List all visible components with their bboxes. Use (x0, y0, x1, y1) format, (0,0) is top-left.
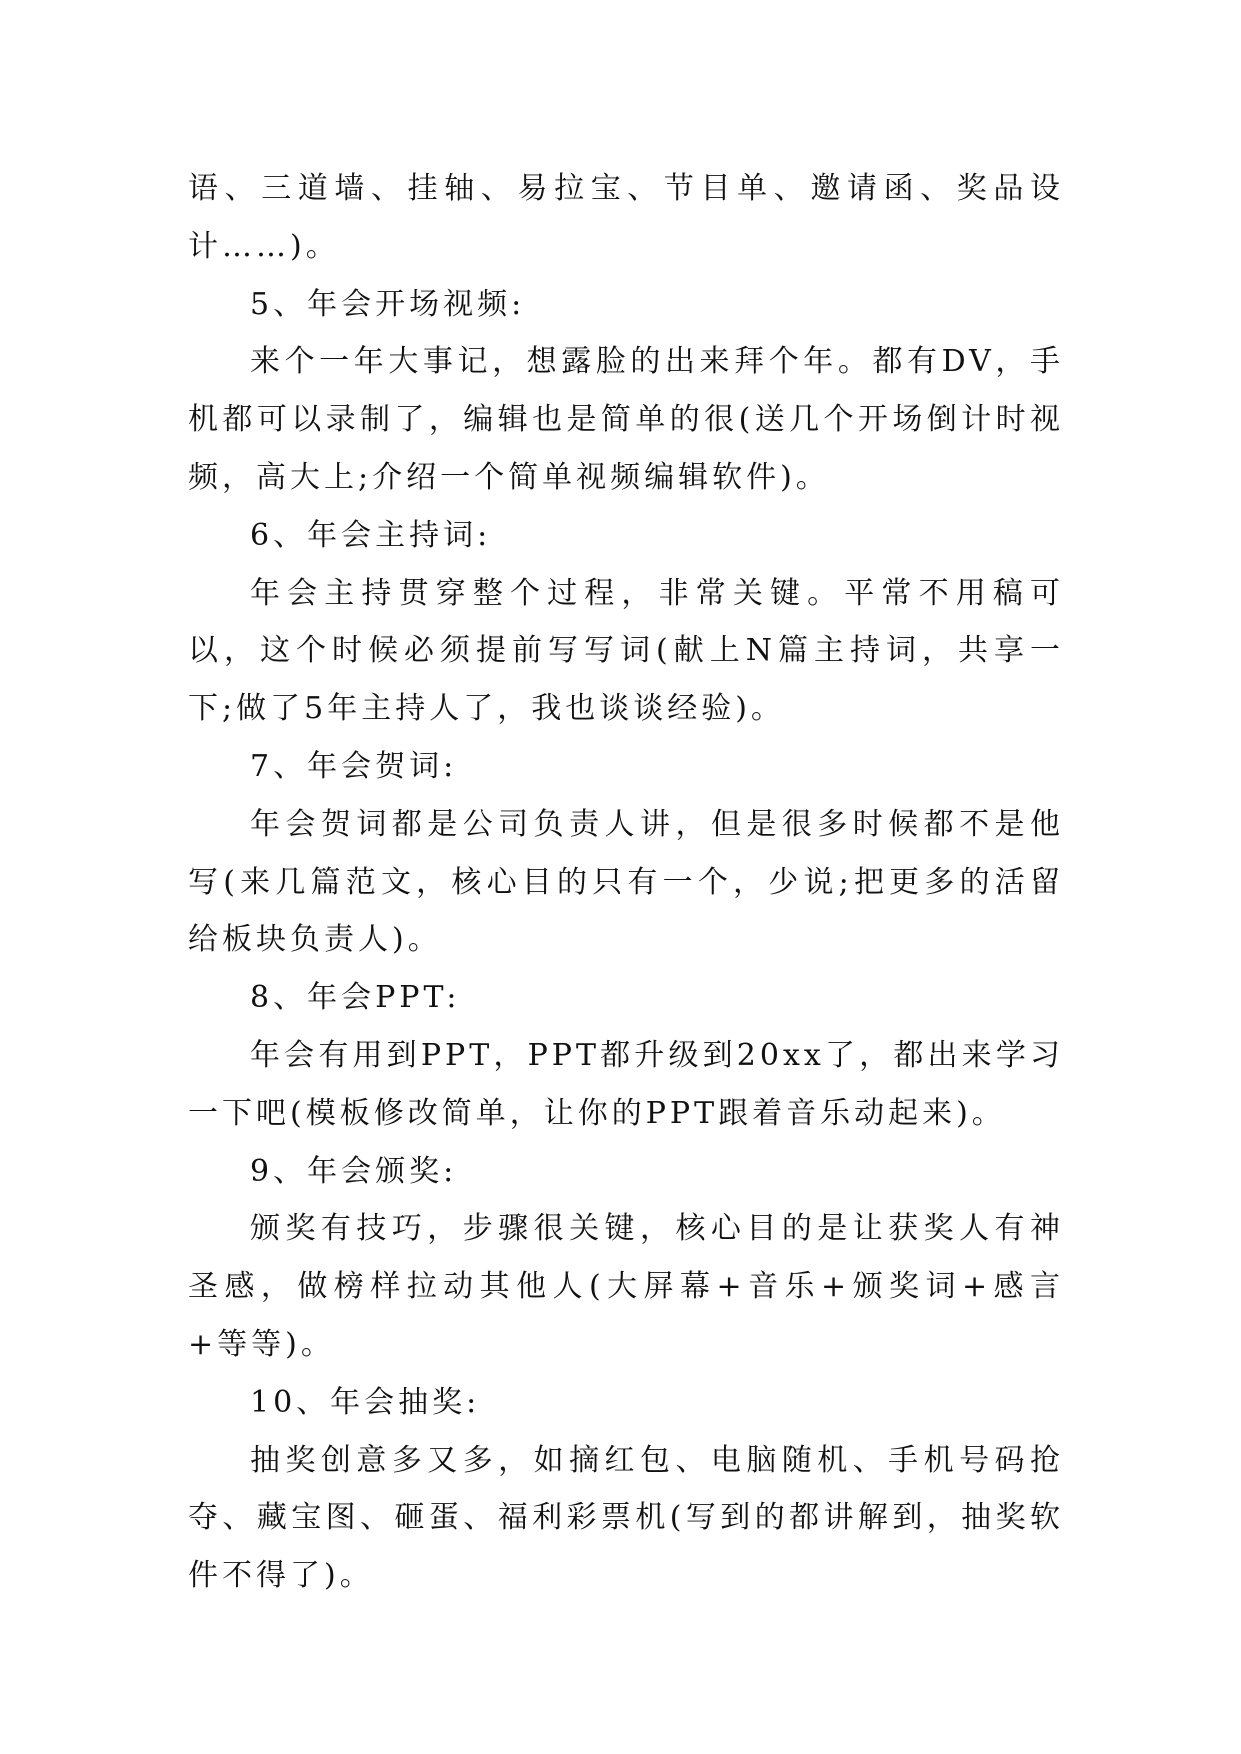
section-heading-lottery: 10、年会抽奖: (250, 1384, 481, 1420)
section-heading-awards: 9、年会颁奖: (250, 1153, 458, 1189)
paragraph-lottery: 抽奖创意多又多，如摘红包、电脑随机、手机号码抢夺、藏宝图、砸蛋、福利彩票机(写到的都讲解到，抽奖软件不得了)。 (188, 1442, 1064, 1594)
section-heading-opening-video: 5、年会开场视频: (250, 286, 526, 322)
paragraph-host-script: 年会主持贯穿整个过程，非常关键。平常不用稿可以，这个时候必须提前写写词(献上N篇主持词，共享一下;做了5年主持人了，我也谈谈经验)。 (188, 575, 1064, 727)
section-heading-greeting: 7、年会贺词: (250, 748, 458, 784)
paragraph-greeting: 年会贺词都是公司负责人讲，但是很多时候都不是他写(来几篇范文，核心目的只有一个，少说;把更多的活留给板块负责人)。 (188, 806, 1064, 958)
section-heading-ppt: 8、年会PPT: (250, 980, 461, 1016)
section-heading-host-script: 6、年会主持词: (250, 517, 492, 553)
paragraph-continuation: 语、三道墙、挂轴、易拉宝、节目单、邀请函、奖品设计……)。 (188, 171, 1064, 264)
paragraph-ppt: 年会有用到PPT，PPT都升级到20xx了，都出来学习一下吧(模板修改简单，让你的PPT跟着音乐动起来)。 (188, 1037, 1064, 1131)
paragraph-opening-video: 来个一年大事记，想露脸的出来拜个年。都有DV，手机都可以录制了，编辑也是简单的很(送几个开场倒计时视频，高大上;介绍一个简单视频编辑软件)。 (188, 344, 1064, 495)
document-body (188, 160, 1064, 1605)
paragraph-awards: 颁奖有技巧，步骤很关键，核心目的是让获奖人有神圣感，做榜样拉动其他人(大屏幕+音乐+颁奖词+感言+等等)。 (188, 1211, 1064, 1362)
